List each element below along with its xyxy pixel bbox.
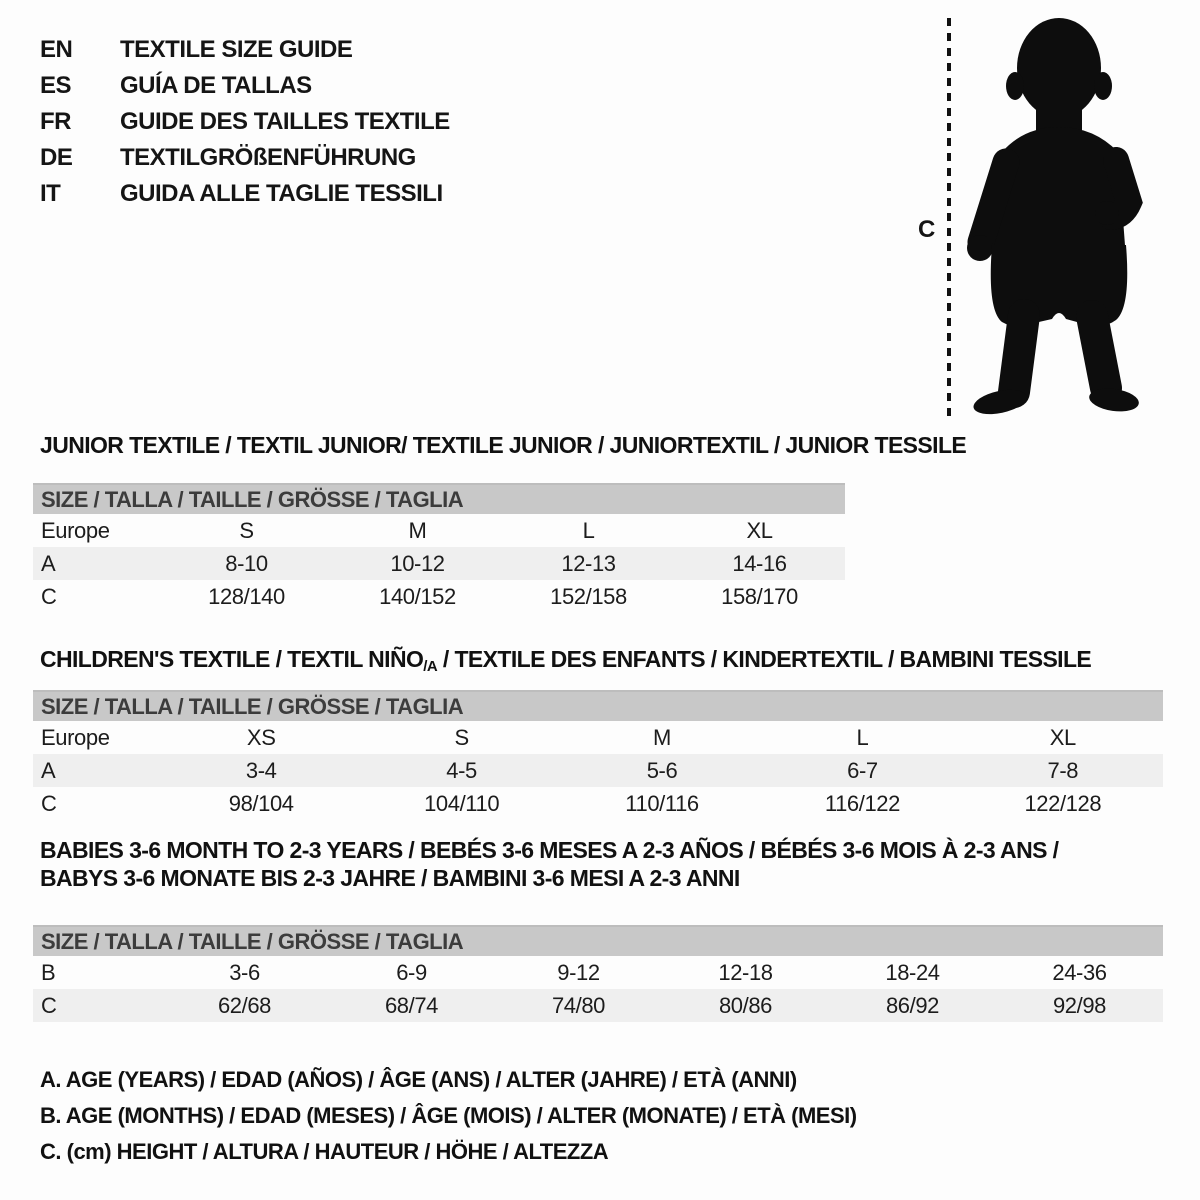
table-cell: 86/92 (885, 992, 940, 1018)
table-row (33, 956, 1163, 989)
table-cell: 4-5 (446, 757, 477, 783)
table-cell: 7-8 (1047, 757, 1079, 783)
language-title: GUÍA DE TALLAS (120, 72, 312, 99)
row-label: B (41, 959, 56, 985)
table-cell: 92/98 (1052, 992, 1107, 1018)
row-label: Europe (41, 517, 110, 543)
table-row (33, 514, 845, 547)
toddler-silhouette (963, 10, 1145, 422)
size-table-header: SIZE / TALLA / TAILLE / GRÖSSE / TAGLIA (33, 483, 845, 514)
height-figure (900, 0, 1200, 440)
children-title-post: / TEXTILE DES ENFANTS / KINDERTEXTIL / BAMBINI TESSILE (437, 646, 1092, 672)
language-code: IT (40, 180, 61, 207)
language-title-list (40, 32, 450, 212)
table-cell: 110/116 (625, 790, 699, 816)
legend-line-c: C. (cm) HEIGHT / ALTURA / HAUTEUR / HÖHE / ALTEZZA (40, 1139, 609, 1164)
language-code: ES (40, 72, 72, 99)
junior-section-title: JUNIOR TEXTILE / TEXTIL JUNIOR/ TEXTILE JUNIOR / JUNIORTEXTIL / JUNIOR TESSILE (40, 432, 967, 458)
children-size-table (33, 690, 1163, 820)
language-title: TEXTILE SIZE GUIDE (120, 36, 353, 63)
table-cell: 152/158 (550, 583, 627, 609)
legend-line-a: A. AGE (YEARS) / EDAD (AÑOS) / ÂGE (ANS) / ALTER (JAHRE) / ETÀ (ANNI) (40, 1067, 797, 1092)
table-cell: 12-18 (718, 959, 773, 985)
table-cell: 10-12 (390, 550, 445, 576)
table-cell: 116/122 (824, 790, 900, 816)
size-table-header: SIZE / TALLA / TAILLE / GRÖSSE / TAGLIA (33, 690, 1163, 721)
table-cell: S (239, 517, 254, 543)
table-row (33, 547, 845, 580)
table-cell: 140/152 (379, 583, 456, 609)
babies-title-line1: BABIES 3-6 MONTH TO 2-3 YEARS / BEBÉS 3-6 MESES A 2-3 AÑOS / BÉBÉS 3-6 MOIS À 2-3 ANS / (40, 837, 1059, 863)
table-cell: 62/68 (217, 992, 272, 1018)
children-title-pre: CHILDREN'S TEXTILE / TEXTIL NIÑO (40, 646, 424, 672)
measurement-legend (40, 1062, 857, 1170)
size-table-header: SIZE / TALLA / TAILLE / GRÖSSE / TAGLIA (33, 925, 1163, 956)
table-cell: XL (1049, 724, 1076, 750)
table-cell: 14-16 (732, 550, 787, 576)
table-cell: 98/104 (228, 790, 294, 816)
table-cell: L (856, 724, 869, 750)
table-row (33, 580, 845, 613)
table-cell: 18-24 (885, 959, 940, 985)
table-cell: 9-12 (557, 959, 600, 985)
babies-section-title (40, 836, 1058, 892)
table-cell: XS (246, 724, 276, 750)
language-code: EN (40, 36, 73, 63)
table-cell: 104/110 (424, 790, 500, 816)
table-row (33, 989, 1163, 1022)
table-row (33, 754, 1163, 787)
children-title-sub: /A (423, 658, 438, 675)
table-cell: 122/128 (1024, 790, 1102, 816)
language-title: GUIDE DES TAILLES TEXTILE (120, 108, 450, 135)
table-cell: M (653, 724, 671, 750)
row-label: Europe (41, 724, 110, 750)
table-cell: 80/86 (718, 992, 773, 1018)
junior-size-table (33, 483, 845, 613)
legend-line-b: B. AGE (MONTHS) / EDAD (MESES) / ÂGE (MOIS) / ALTER (MONATE) / ETÀ (MESI) (40, 1103, 857, 1128)
table-cell: 8-10 (225, 550, 268, 576)
height-dashed-line (947, 18, 951, 416)
height-measure-label: C (918, 216, 936, 243)
language-row-it (40, 176, 450, 212)
language-row-en (40, 32, 450, 68)
table-cell: 12-13 (561, 550, 616, 576)
language-title: GUIDA ALLE TAGLIE TESSILI (120, 180, 443, 207)
table-cell: XL (746, 517, 773, 543)
table-cell: 3-6 (229, 959, 260, 985)
table-cell: M (408, 517, 427, 543)
language-code: DE (40, 144, 73, 171)
row-label: C (41, 790, 57, 816)
language-row-es (40, 68, 450, 104)
table-cell: 74/80 (551, 992, 606, 1018)
table-cell: 3-4 (245, 757, 277, 783)
language-row-fr (40, 104, 450, 140)
table-cell: 6-7 (847, 757, 878, 783)
table-cell: L (582, 517, 595, 543)
row-label: C (41, 583, 57, 609)
babies-title-line2: BABYS 3-6 MONATE BIS 2-3 JAHRE / BAMBINI 3-6 MESI A 2-3 ANNI (40, 865, 740, 891)
table-cell: S (454, 724, 469, 750)
row-label: A (41, 550, 56, 576)
children-section-title (40, 646, 1091, 675)
table-row (33, 721, 1163, 754)
language-title: TEXTILGRÖßENFÜHRUNG (120, 144, 416, 171)
table-cell: 68/74 (384, 992, 439, 1018)
language-row-de (40, 140, 450, 176)
table-cell: 128/140 (208, 583, 285, 609)
language-code: FR (40, 108, 71, 135)
table-row (33, 787, 1163, 820)
table-cell: 6-9 (396, 959, 427, 985)
table-cell: 5-6 (646, 757, 678, 783)
table-cell: 24-36 (1052, 959, 1107, 985)
babies-size-table (33, 925, 1163, 1022)
row-label: C (41, 992, 57, 1018)
table-cell: 158/170 (721, 583, 798, 609)
row-label: A (41, 757, 56, 783)
